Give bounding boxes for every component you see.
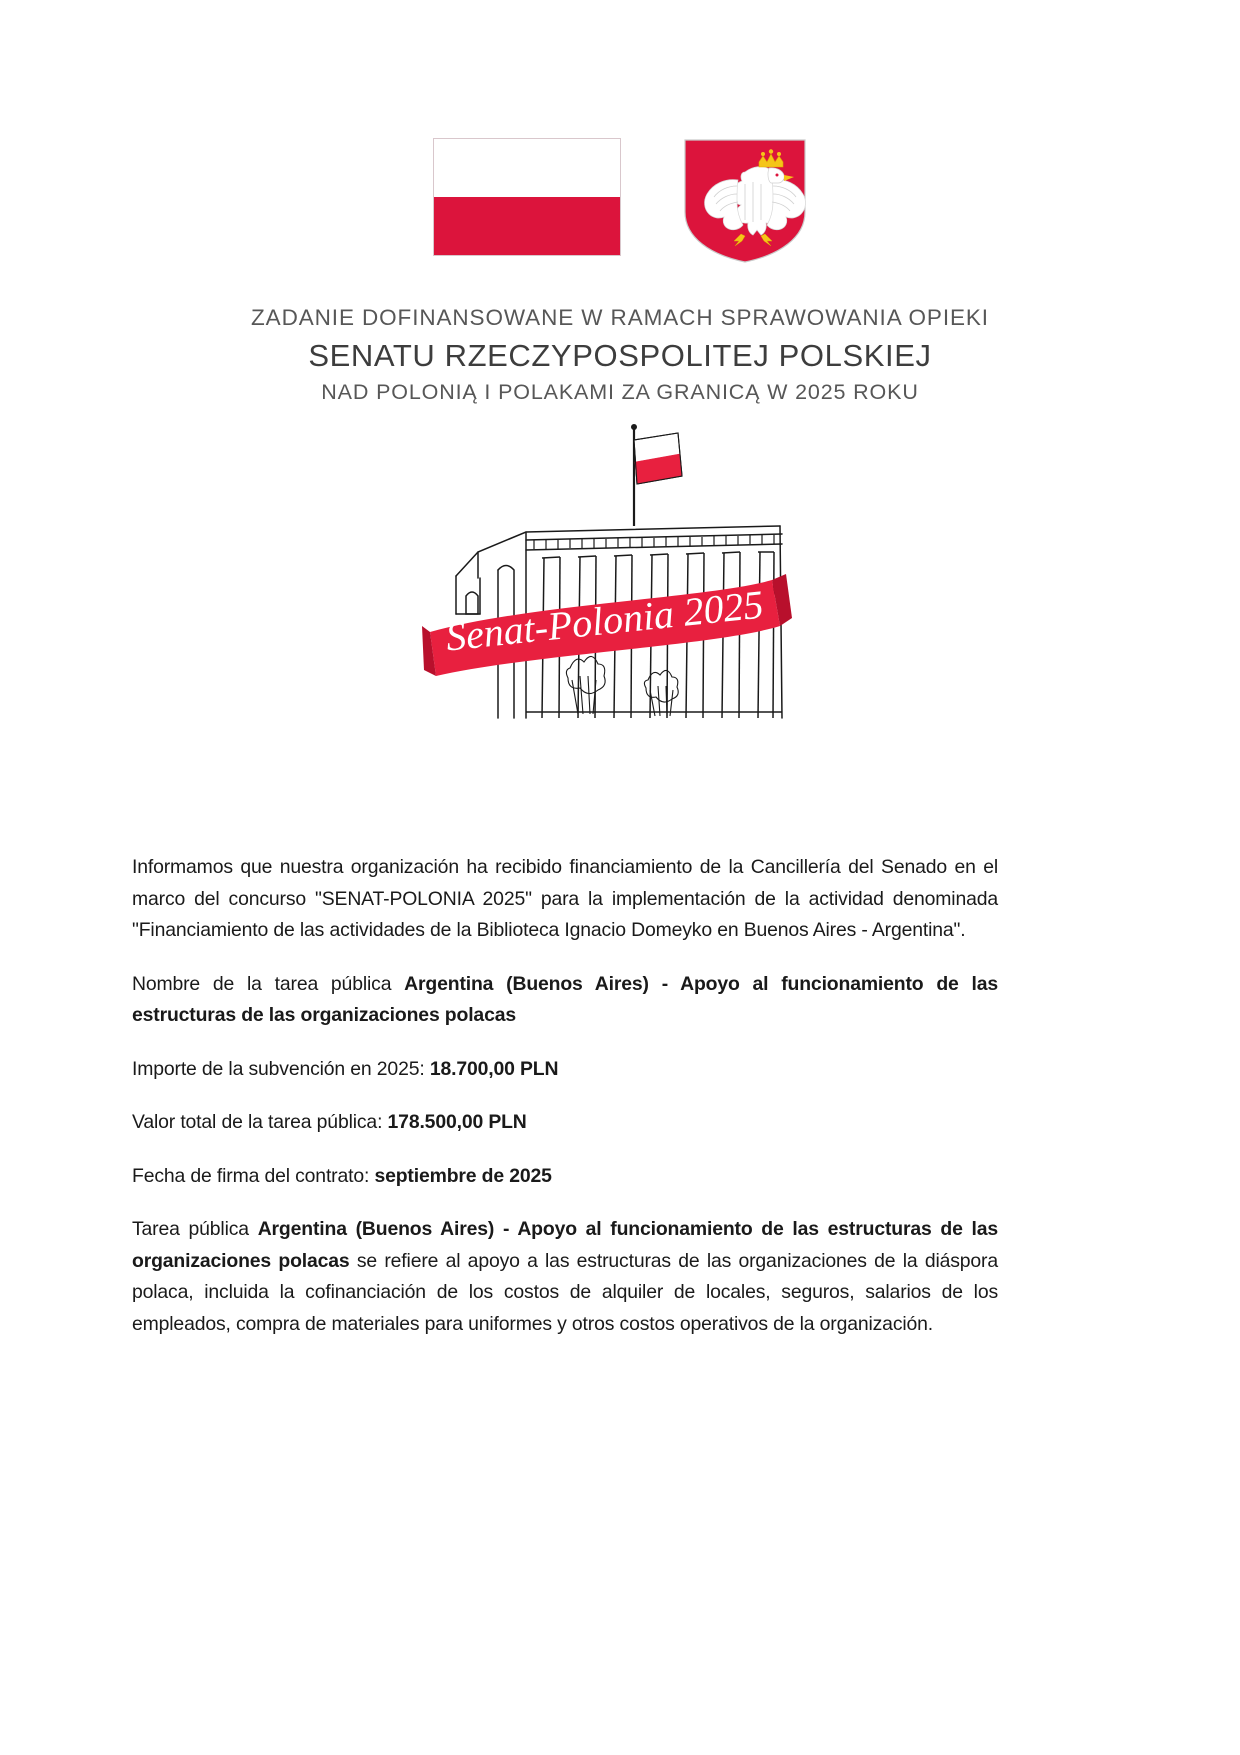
description-prefix: Tarea pública <box>132 1218 258 1240</box>
paragraph-intro <box>132 852 998 947</box>
polish-coat-of-arms-icon <box>683 138 807 264</box>
headline-line-3: NAD POLONIĄ I POLAKAMI ZA GRANICĄ W 2025 ROKU <box>321 380 919 404</box>
paragraph-contract-date <box>132 1161 998 1193</box>
task-name-label: Nombre de la tarea pública <box>132 972 405 995</box>
logo-ribbon-text: Senat-Polonia 2025 <box>443 581 766 660</box>
contract-date-label: Fecha de firma del contrato: <box>132 1164 375 1187</box>
paragraph-total-value <box>132 1107 998 1139</box>
total-value-amount: 178.500,00 PLN <box>387 1111 527 1133</box>
emblem-row <box>0 138 1240 264</box>
flag-white-band <box>434 139 620 197</box>
headline-block <box>0 302 1240 407</box>
subsidy-amount-label: Importe de la subvención en 2025: <box>132 1057 430 1080</box>
senat-polonia-logo-graphic <box>420 418 820 728</box>
logo-flag-icon <box>634 433 682 484</box>
contract-date-value: septiembre de 2025 <box>374 1164 552 1187</box>
task-name-value: Argentina (Buenos Aires) - Apoyo al funcionamiento de las estructuras de las organizaciones polacas <box>132 972 998 1026</box>
flag-red-band <box>434 197 620 255</box>
senat-polonia-logo <box>0 418 1240 728</box>
description-task-name: Argentina (Buenos Aires) - Apoyo al funcionamiento de las estructuras de las organizaciones polacas <box>132 1218 998 1272</box>
description-suffix: se refiere al apoyo a las estructuras de las organizaciones de la diáspora polaca, incluida la cofinanciación de los costos de alquiler de locales, seguros, salarios de los empleados, compra de materiales para uniformes y otros costos operativos de la organización. <box>132 1249 998 1335</box>
headline-line-2: SENATU RZECZYPOSPOLITEJ POLSKIEJ <box>308 338 932 373</box>
polish-flag-icon <box>433 138 621 256</box>
paragraph-subsidy-amount <box>132 1054 998 1086</box>
total-value-label: Valor total de la tarea pública: <box>132 1111 388 1133</box>
body-content <box>132 852 998 1340</box>
intro-text: Informamos que nuestra organización ha recibido financiamiento de la Cancillería del Senado en el marco del concurso "SENAT-POLONIA 2025" para la implementación de la actividad denominada "Financiamiento de las actividades de la Biblioteca Ignacio Domeyko en Buenos Aires - Argentina". <box>132 856 998 941</box>
logo-shrubs <box>566 656 678 716</box>
paragraph-description <box>132 1214 998 1340</box>
headline-line-1: ZADANIE DOFINANSOWANE W RAMACH SPRAWOWANIA OPIEKI <box>251 305 989 330</box>
subsidy-amount-value: 18.700,00 PLN <box>429 1057 559 1080</box>
paragraph-task-name <box>132 969 998 1032</box>
